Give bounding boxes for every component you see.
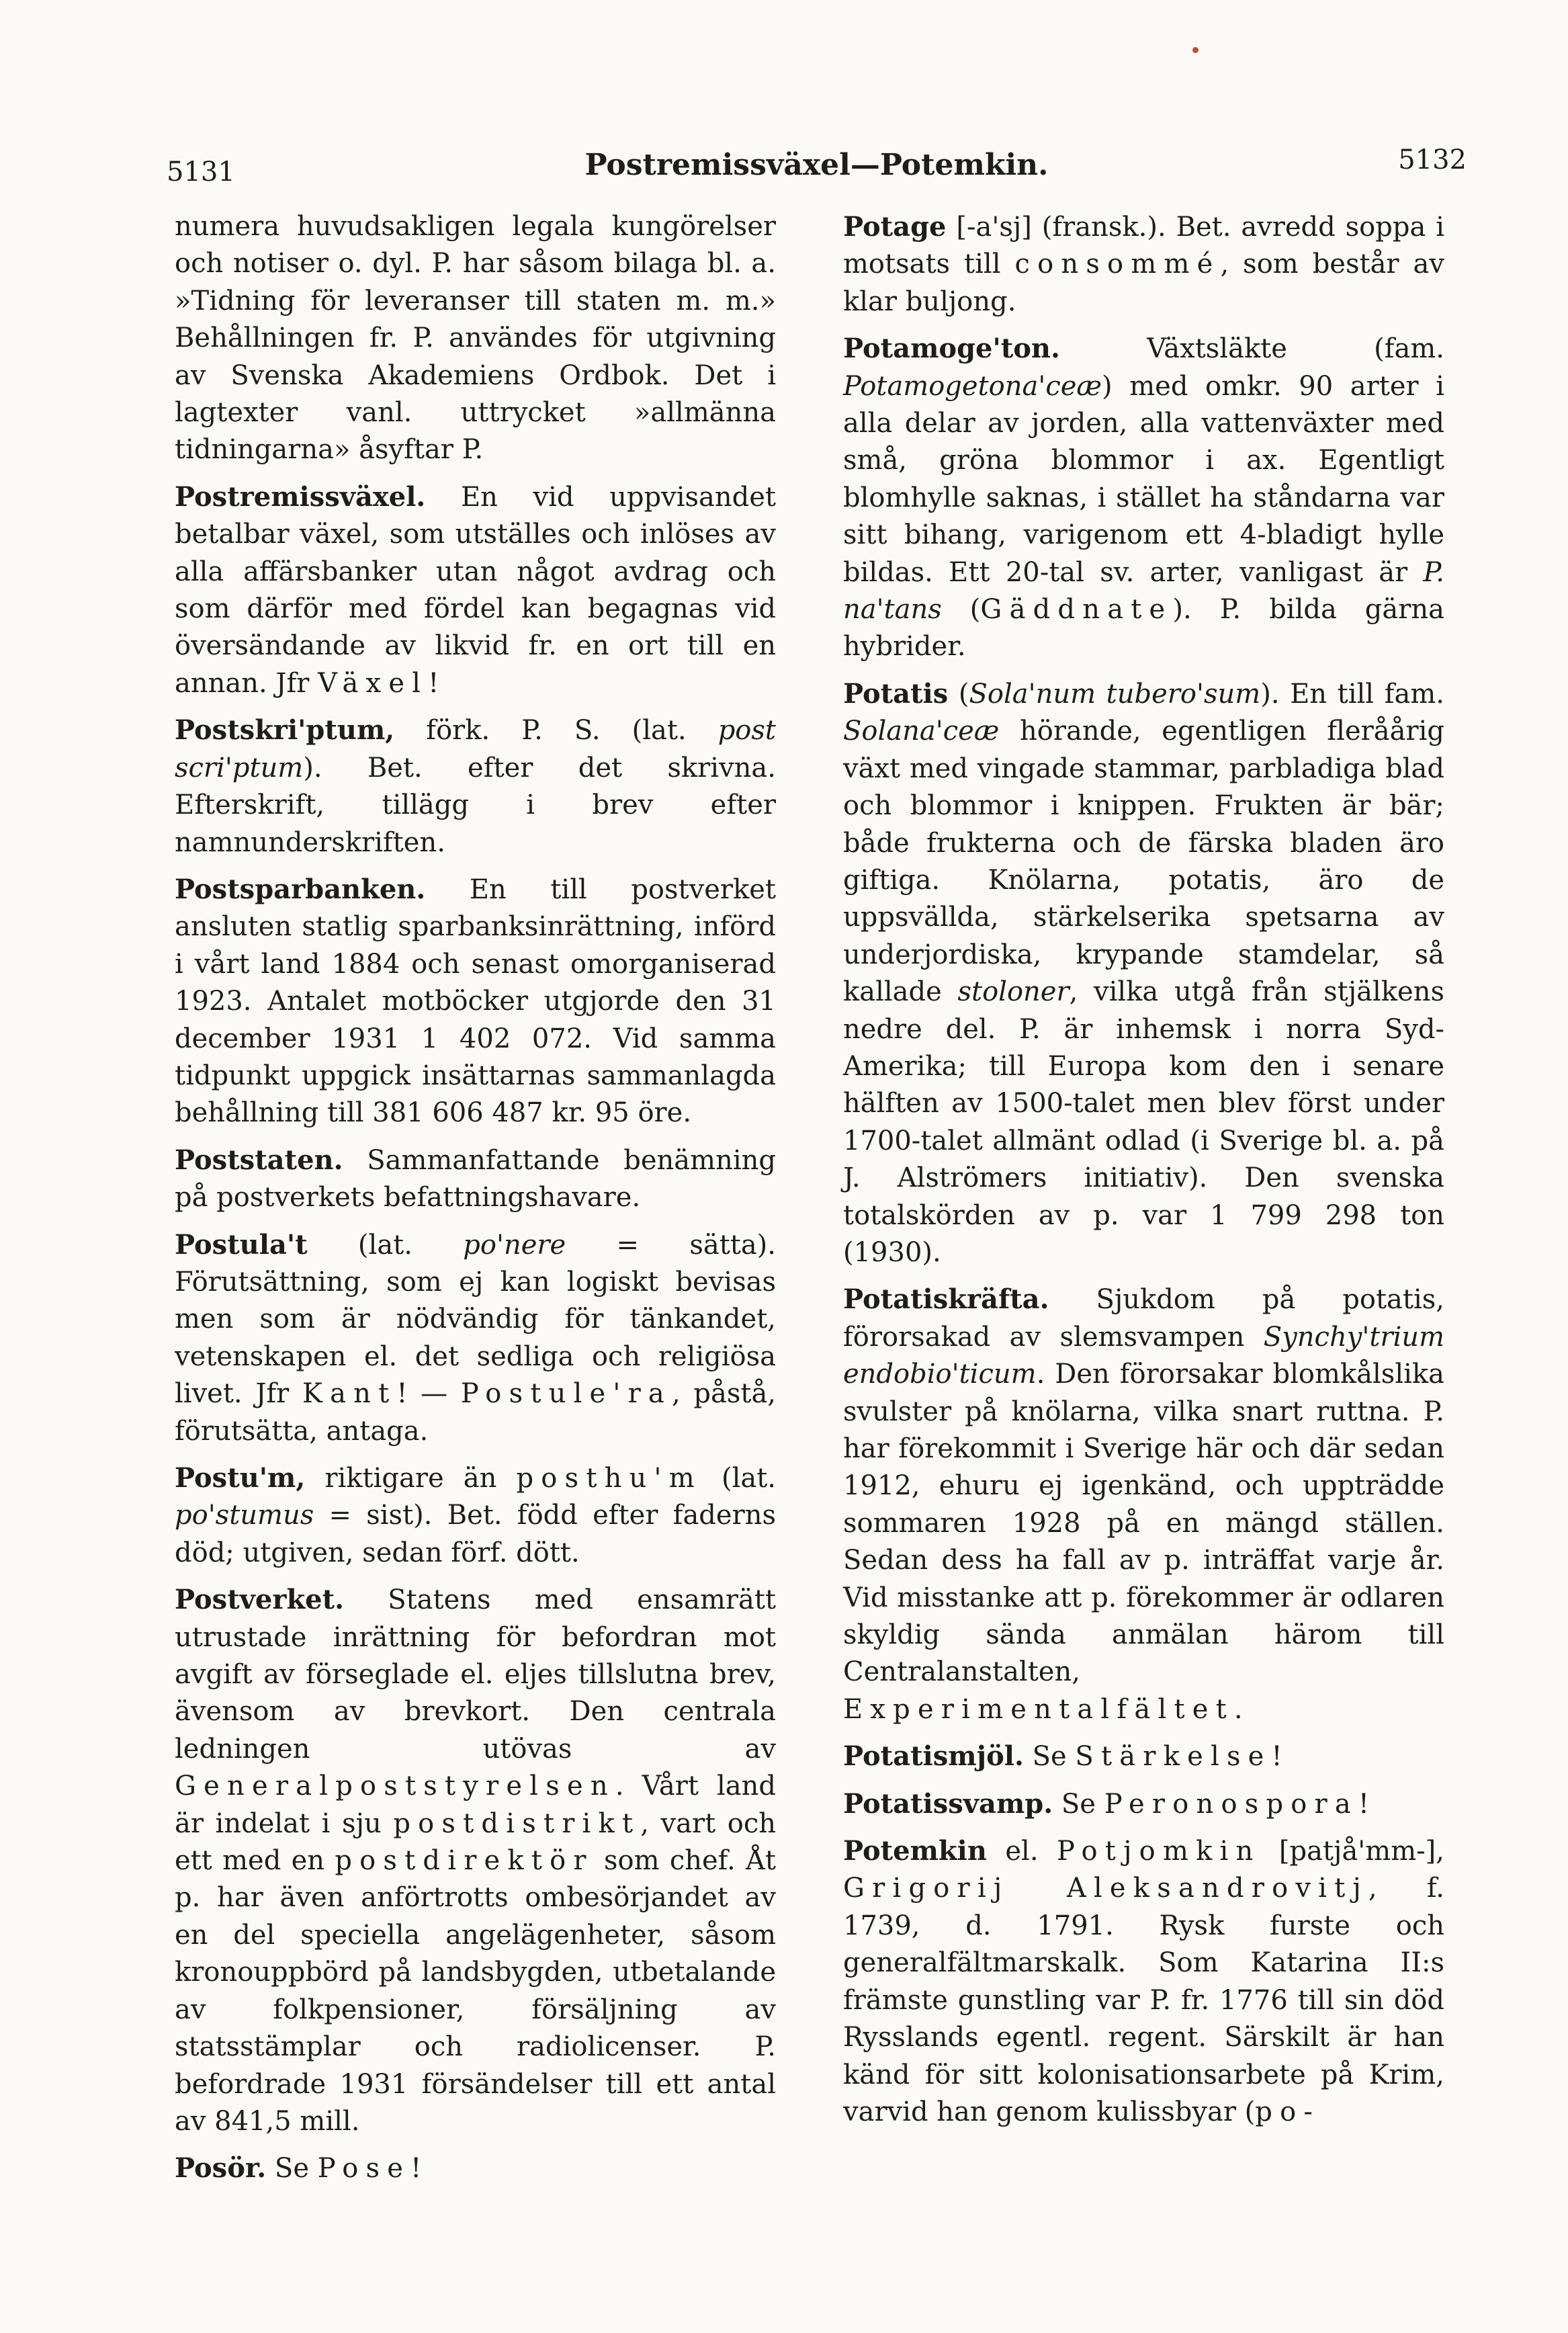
entry-potamogeton: Potamoge'ton. Växtsläkte (fam. Potamogetona'ceæ) med omkr. 90 arter i alla delar av jorden, alla vattenväxter med små, gröna blommor i ax. Egentligt blomhylle saknas, i stället ha ståndarna var sitt bihang, varigenom ett 4-bladigt hylle bildas. Ett 20-tal sv. arter, vanligast är P. na'tans (Gäddnate). P. bilda gärna hybrider. [843, 333, 1444, 663]
running-head: Postremissväxel—Potemkin. [584, 148, 1049, 182]
entry-postskriptum: Postskri'ptum, förk. P. S. (lat. post scri'ptum). Bet. efter det skrivna. Efterskrift, tillägg i brev efter namnunderskriften. [175, 714, 776, 858]
headword: Potatismjöl. [843, 1740, 1024, 1773]
entry-potatis: Potatis (Sola'num tubero'sum). En till fam. Solana'ceæ hörande, egentligen fleråårig växt med vingade stammar, parbladiga blad och blommor i knippen. Frukten är bär; både frukterna och de färska bladen äro giftiga. Knölarna, potatis, äro de uppsvällda, stärkelserika spetsarna av underjordiska, krypande stamdelar, så kallade stoloner, vilka utgå från stjälkens nedre del. P. är inhemsk i norra Syd-Amerika; till Europa kom den i senare hälften av 1500-talet men blev först under 1700-talet allmänt odlad (i Sverige bl. a. på J. Alströmers initiativ). Den svenska totalskörden av p. var 1 799 298 ton (1930). [843, 677, 1444, 1268]
headword: Potatissvamp. [843, 1787, 1053, 1820]
headword: Posör. [175, 2152, 267, 2184]
entry-potage: Potage [-a'sj] (fransk.). Bet. avredd soppa i motsats till consommé, som består av klar buljong. [843, 211, 1444, 317]
entry-postum: Postu'm, riktigare än posthu'm (lat. po'stumus = sist). Bet. född efter faderns död; utgiven, sedan förf. dött. [175, 1462, 776, 1568]
entry-postsparbanken: Postsparbanken. En till postverket ansluten statlig sparbanksinrättning, införd i vårt land 1884 och senast omorganiserad 1923. Antalet motböcker utgjorde den 31 december 1931 1 402 072. Vid samma tidpunkt uppgick insättarnas sammanlagda behållning till 381 606 487 kr. 95 öre. [175, 873, 776, 1129]
entry-potatissvamp: Potatissvamp. Se Peronospora! [843, 1787, 1369, 1820]
headword: Potage [843, 211, 947, 243]
headword: Postula't [175, 1228, 308, 1261]
headword: Potamoge'ton. [843, 333, 1060, 365]
headword: Poststaten. [175, 1144, 343, 1176]
page-header [167, 144, 1467, 192]
headword: Potemkin [843, 1835, 987, 1867]
entry-potemkin: Potemkin el. Potjomkin [patjå'mm-], Grigorij Aleksandrovitj, f. 1739, d. 1791. Rysk furste och generalfältmarskalk. Som Katarina II:s främste gunstling var P. fr. 1776 till sin död Rysslands egentl. regent. Särskilt är han känd för sitt kolonisationsarbete på Krim, varvid han genom kulissbyar (po- [843, 1835, 1445, 2127]
entry-postulat: Postula't (lat. po'nere = sätta). Förutsättning, som ej kan logiskt bevisas men som är nödvändig för tänkandet, vetenskapen el. det sedliga och religiösa livet. Jfr Kant! — Postule'ra, påstå, förutsätta, antaga. [175, 1228, 777, 1447]
headword: Postskri'ptum, [175, 714, 395, 747]
entry-poststaten: Poststaten. Sammanfattande benämning på postverkets befattningshavare. [175, 1144, 776, 1214]
page-number-left: 5131 [167, 157, 235, 187]
entry-posor: Posör. Se Pose! [175, 2152, 422, 2184]
headword: Postsparbanken. [175, 873, 426, 905]
column-right [843, 208, 1444, 2140]
page-number-right: 5132 [1398, 144, 1467, 175]
headword: Postu'm, [175, 1462, 306, 1494]
column-left [175, 208, 776, 2197]
entry-postremissvaxel: Postremissväxel. En vid uppvisandet betalbar växel, som utställes och inlöses av alla affärsbanker utan något avdrag och som därför med fördel kan begagnas vid översändande av likvid fr. en ort till en annan. Jfr Växel! [175, 480, 776, 699]
ink-speck [1192, 47, 1199, 53]
entry-continued: numera huvudsakligen legala kungörelser och notiser o. dyl. P. har såsom bilaga bl. a. »Tidning för leveranser till staten m. m.» Behållningen fr. P. användes för utgivning av Svenska Akademiens Ordbok. Det i lagtexter vanl. uttrycket »allmänna tidningarna» åsyftar P. [175, 211, 776, 466]
headword: Postverket. [175, 1584, 345, 1616]
entry-postverket: Postverket. Statens med ensamrätt utrustade inrättning för befordran mot avgift av förseglade el. eljes tillslutna brev, ävensom av brevkort. Den centrala ledningen utövas av Generalpoststyrelsen. Vårt land är indelat i sju postdistrikt, vart och ett med en postdirektör som chef. Åt p. har även anförtrotts ombesörjandet av en del speciella angelägenheter, såsom kronouppbörd på landsbygden, utbetalande av folkpensioner, försäljning av statsstämplar och radiolicenser. P. befordrade 1931 försändelser till ett antal av 841,5 mill. [175, 1584, 777, 2137]
headword: Postremissväxel. [175, 480, 426, 513]
headword: Potatis [843, 677, 949, 710]
entry-potatiskrafta: Potatiskräfta. Sjukdom på potatis, förorsakad av slemsvampen Synchy'trium endobio'ticum. Den förorsakar blomkålslika svulster på knölarna, vilka snart ruttna. P. har förekommit i Sverige här och där sedan 1912, ehuru ej igenkänd, och uppträdde sommaren 1928 på en mängd ställen. Sedan dess ha fall av p. inträffat varje år. Vid misstanke att p. förekommer är odlaren skyldig sända anmälan härom till Centralanstalten, Experimentalfältet. [843, 1283, 1444, 1725]
headword: Potatiskräfta. [843, 1283, 1049, 1316]
entry-potatismjol: Potatismjöl. Se Stärkelse! [843, 1740, 1282, 1773]
